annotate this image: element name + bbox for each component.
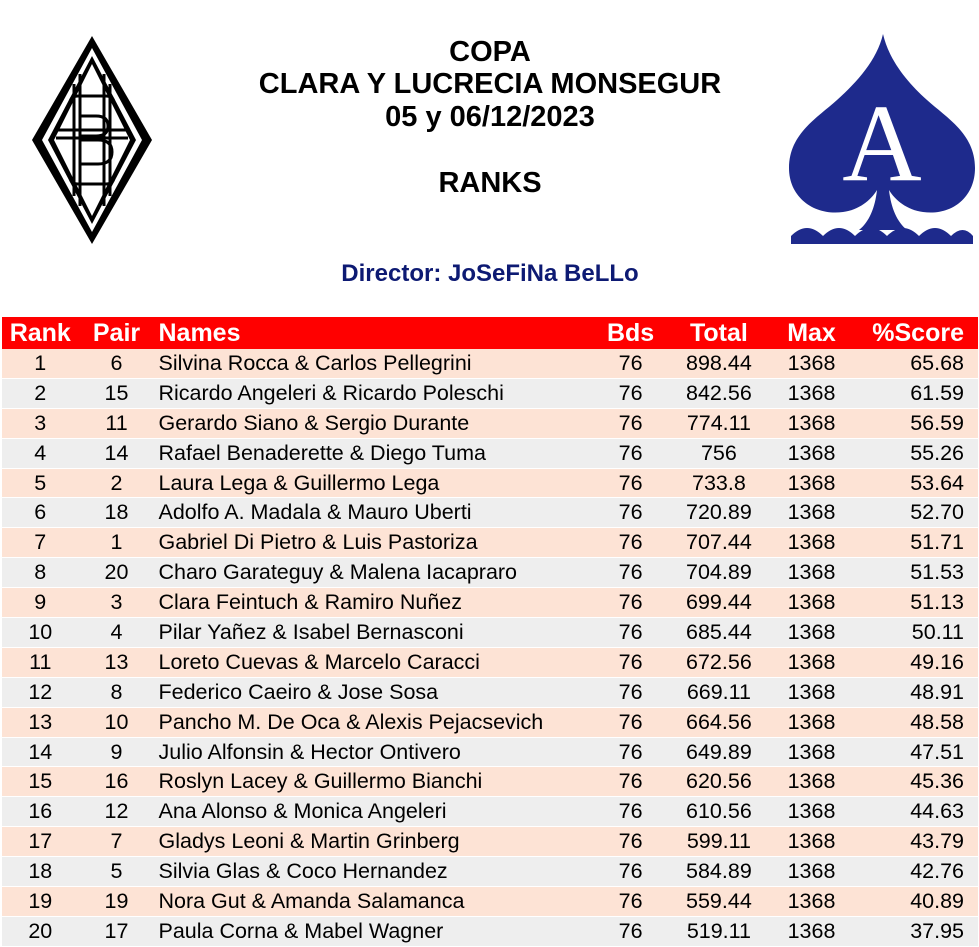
cell-rank: 8 <box>2 558 79 588</box>
cell-rank: 6 <box>2 498 79 528</box>
spade-letter: A <box>842 82 922 204</box>
cell-score: 40.89 <box>853 887 978 917</box>
cell-names: Silvia Glas & Coco Hernandez <box>154 857 593 887</box>
cell-score: 48.91 <box>853 677 978 707</box>
table-row <box>2 438 978 468</box>
cell-names: Roslyn Lacey & Guillermo Bianchi <box>154 767 593 797</box>
cell-bds: 76 <box>593 887 667 917</box>
cell-names: Silvina Rocca & Carlos Pellegrini <box>154 349 593 378</box>
cell-rank: 16 <box>2 797 79 827</box>
cell-pair: 11 <box>79 408 155 438</box>
cell-pair: 10 <box>79 707 155 737</box>
cell-bds: 76 <box>593 349 667 378</box>
cell-rank: 20 <box>2 916 79 946</box>
cell-pair: 3 <box>79 588 155 618</box>
cell-pair: 5 <box>79 857 155 887</box>
cell-pair: 18 <box>79 498 155 528</box>
table-row <box>2 647 978 677</box>
cell-rank: 12 <box>2 677 79 707</box>
cell-bds: 76 <box>593 438 667 468</box>
cell-rank: 2 <box>2 378 79 408</box>
table-row <box>2 558 978 588</box>
cell-max: 1368 <box>770 916 853 946</box>
cell-bds: 76 <box>593 558 667 588</box>
cell-pair: 17 <box>79 916 155 946</box>
cell-total: 519.11 <box>668 916 770 946</box>
cell-total: 649.89 <box>668 737 770 767</box>
cell-pair: 6 <box>79 349 155 378</box>
table-row <box>2 827 978 857</box>
cell-names: Laura Lega & Guillermo Lega <box>154 468 593 498</box>
cell-total: 733.8 <box>668 468 770 498</box>
cell-rank: 9 <box>2 588 79 618</box>
cell-score: 48.58 <box>853 707 978 737</box>
table-row <box>2 528 978 558</box>
cell-score: 56.59 <box>853 408 978 438</box>
table-row <box>2 797 978 827</box>
cell-total: 707.44 <box>668 528 770 558</box>
cell-score: 49.16 <box>853 647 978 677</box>
cell-total: 664.56 <box>668 707 770 737</box>
cell-names: Ana Alonso & Monica Angeleri <box>154 797 593 827</box>
cell-total: 669.11 <box>668 677 770 707</box>
cell-score: 55.26 <box>853 438 978 468</box>
cell-rank: 13 <box>2 707 79 737</box>
cell-bds: 76 <box>593 528 667 558</box>
table-header-row <box>2 317 978 349</box>
cell-pair: 8 <box>79 677 155 707</box>
cell-pair: 19 <box>79 887 155 917</box>
table-row <box>2 349 978 378</box>
table-row <box>2 378 978 408</box>
cell-score: 65.68 <box>853 349 978 378</box>
cell-max: 1368 <box>770 558 853 588</box>
cell-pair: 13 <box>79 647 155 677</box>
cell-bds: 76 <box>593 857 667 887</box>
cell-bds: 76 <box>593 618 667 648</box>
cell-names: Pilar Yañez & Isabel Bernasconi <box>154 618 593 648</box>
cell-rank: 5 <box>2 468 79 498</box>
cell-total: 774.11 <box>668 408 770 438</box>
title-line-1: COPA <box>449 36 531 68</box>
cell-score: 51.53 <box>853 558 978 588</box>
cell-pair: 2 <box>79 468 155 498</box>
cell-bds: 76 <box>593 797 667 827</box>
cell-names: Federico Caeiro & Jose Sosa <box>154 677 593 707</box>
title-line-3: 05 y 06/12/2023 <box>385 101 595 133</box>
cell-score: 50.11 <box>853 618 978 648</box>
table-row <box>2 707 978 737</box>
cell-names: Nora Gut & Amanda Salamanca <box>154 887 593 917</box>
cell-bds: 76 <box>593 707 667 737</box>
cell-pair: 20 <box>79 558 155 588</box>
cell-max: 1368 <box>770 677 853 707</box>
table-row <box>2 408 978 438</box>
cell-rank: 1 <box>2 349 79 378</box>
cell-total: 842.56 <box>668 378 770 408</box>
cell-max: 1368 <box>770 887 853 917</box>
page-header <box>0 0 979 312</box>
cell-bds: 76 <box>593 468 667 498</box>
cell-max: 1368 <box>770 468 853 498</box>
column-header-max: Max <box>770 317 853 349</box>
cell-names: Gabriel Di Pietro & Luis Pastoriza <box>154 528 593 558</box>
cell-pair: 16 <box>79 767 155 797</box>
cell-bds: 76 <box>593 378 667 408</box>
cell-max: 1368 <box>770 349 853 378</box>
cell-bds: 76 <box>593 767 667 797</box>
cell-total: 584.89 <box>668 857 770 887</box>
cell-max: 1368 <box>770 528 853 558</box>
cell-names: Adolfo A. Madala & Mauro Uberti <box>154 498 593 528</box>
cell-rank: 15 <box>2 767 79 797</box>
cell-max: 1368 <box>770 647 853 677</box>
director-label: Director: JoSeFiNa BeLLo <box>341 260 639 287</box>
cell-max: 1368 <box>770 707 853 737</box>
cell-rank: 7 <box>2 528 79 558</box>
cell-rank: 10 <box>2 618 79 648</box>
cell-rank: 18 <box>2 857 79 887</box>
cell-max: 1368 <box>770 378 853 408</box>
cell-score: 45.36 <box>853 767 978 797</box>
cell-max: 1368 <box>770 588 853 618</box>
column-header-pair: Pair <box>79 317 155 349</box>
cell-max: 1368 <box>770 797 853 827</box>
cell-bds: 76 <box>593 677 667 707</box>
cell-bds: 76 <box>593 737 667 767</box>
table-row <box>2 767 978 797</box>
cell-rank: 19 <box>2 887 79 917</box>
column-header-bds: Bds <box>593 317 667 349</box>
cell-score: 61.59 <box>853 378 978 408</box>
cell-score: 44.63 <box>853 797 978 827</box>
cell-pair: 14 <box>79 438 155 468</box>
cell-rank: 14 <box>2 737 79 767</box>
cell-names: Ricardo Angeleri & Ricardo Poleschi <box>154 378 593 408</box>
table-row <box>2 618 978 648</box>
cell-score: 37.95 <box>853 916 978 946</box>
cell-total: 685.44 <box>668 618 770 648</box>
cell-max: 1368 <box>770 498 853 528</box>
cell-score: 51.71 <box>853 528 978 558</box>
cell-rank: 11 <box>2 647 79 677</box>
cell-total: 699.44 <box>668 588 770 618</box>
cell-total: 599.11 <box>668 827 770 857</box>
table-row <box>2 588 978 618</box>
cell-total: 620.56 <box>668 767 770 797</box>
cell-max: 1368 <box>770 767 853 797</box>
cell-rank: 3 <box>2 408 79 438</box>
cell-bds: 76 <box>593 827 667 857</box>
cell-bds: 76 <box>593 647 667 677</box>
cell-pair: 9 <box>79 737 155 767</box>
cell-score: 53.64 <box>853 468 978 498</box>
cell-bds: 76 <box>593 916 667 946</box>
title-block <box>200 36 780 200</box>
cell-total: 756 <box>668 438 770 468</box>
spade-logo-icon <box>787 30 977 250</box>
cell-score: 43.79 <box>853 827 978 857</box>
cell-score: 51.13 <box>853 588 978 618</box>
column-header-names: Names <box>154 317 593 349</box>
cell-bds: 76 <box>593 588 667 618</box>
table-row <box>2 498 978 528</box>
cell-names: Julio Alfonsin & Hector Ontivero <box>154 737 593 767</box>
cell-pair: 15 <box>79 378 155 408</box>
table-row <box>2 468 978 498</box>
cell-total: 610.56 <box>668 797 770 827</box>
cell-score: 42.76 <box>853 857 978 887</box>
cell-pair: 7 <box>79 827 155 857</box>
cell-max: 1368 <box>770 408 853 438</box>
cell-max: 1368 <box>770 827 853 857</box>
title-line-4: RANKS <box>438 167 542 199</box>
cell-total: 704.89 <box>668 558 770 588</box>
table-row <box>2 887 978 917</box>
cell-total: 720.89 <box>668 498 770 528</box>
cell-total: 559.44 <box>668 887 770 917</box>
column-header-score: %Score <box>853 317 978 349</box>
cell-names: Charo Garateguy & Malena Iacapraro <box>154 558 593 588</box>
cell-max: 1368 <box>770 438 853 468</box>
cell-names: Gladys Leoni & Martin Grinberg <box>154 827 593 857</box>
table-row <box>2 916 978 946</box>
ranks-table-body <box>2 349 978 946</box>
cell-max: 1368 <box>770 737 853 767</box>
cell-score: 52.70 <box>853 498 978 528</box>
cell-bds: 76 <box>593 498 667 528</box>
cell-rank: 4 <box>2 438 79 468</box>
cell-names: Loreto Cuevas & Marcelo Caracci <box>154 647 593 677</box>
cell-total: 672.56 <box>668 647 770 677</box>
cell-names: Pancho M. De Oca & Alexis Pejacsevich <box>154 707 593 737</box>
cell-max: 1368 <box>770 857 853 887</box>
table-row <box>2 857 978 887</box>
cell-score: 47.51 <box>853 737 978 767</box>
ranks-table <box>2 317 978 947</box>
cell-names: Rafael Benaderette & Diego Tuma <box>154 438 593 468</box>
title-line-2: CLARA Y LUCRECIA MONSEGUR <box>258 68 722 100</box>
cell-total: 898.44 <box>668 349 770 378</box>
cell-names: Clara Feintuch & Ramiro Nuñez <box>154 588 593 618</box>
cell-names: Paula Corna & Mabel Wagner <box>154 916 593 946</box>
cell-pair: 1 <box>79 528 155 558</box>
club-logo-diamond-icon <box>30 34 154 246</box>
cell-pair: 4 <box>79 618 155 648</box>
cell-bds: 76 <box>593 408 667 438</box>
cell-pair: 12 <box>79 797 155 827</box>
column-header-rank: Rank <box>2 317 79 349</box>
cell-rank: 17 <box>2 827 79 857</box>
table-row <box>2 737 978 767</box>
cell-max: 1368 <box>770 618 853 648</box>
column-header-total: Total <box>668 317 770 349</box>
table-row <box>2 677 978 707</box>
cell-names: Gerardo Siano & Sergio Durante <box>154 408 593 438</box>
